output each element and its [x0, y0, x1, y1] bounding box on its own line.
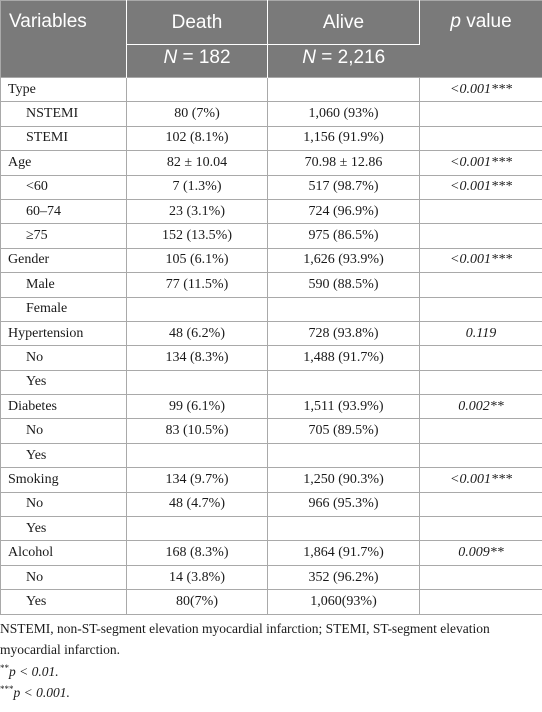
cell-death: 168 (8.3%) [127, 541, 268, 565]
cell-variable: Yes [1, 517, 127, 541]
cell-variable: STEMI [1, 126, 127, 150]
cell-alive [268, 517, 420, 541]
cell-p-value [420, 126, 542, 150]
cell-alive: 1,060(93%) [268, 590, 420, 614]
cell-p-value: 0.009** [420, 541, 542, 565]
cell-alive: 975 (86.5%) [268, 224, 420, 248]
cell-variable: No [1, 346, 127, 370]
cell-alive: 705 (89.5%) [268, 419, 420, 443]
cell-alive: 352 (96.2%) [268, 565, 420, 589]
footnote-p001 [0, 682, 542, 704]
header-alive: Alive [268, 1, 420, 45]
cell-death: 80 (7%) [127, 102, 268, 126]
cell-death: 83 (10.5%) [127, 419, 268, 443]
table-row [1, 78, 542, 102]
table-row [1, 248, 542, 272]
cell-variable: Yes [1, 443, 127, 467]
cell-p-value: <0.001*** [420, 248, 542, 272]
header-death-n-value: = 182 [177, 47, 231, 68]
cell-alive: 966 (95.3%) [268, 492, 420, 516]
cell-p-value: 0.002** [420, 395, 542, 419]
cell-alive: 517 (98.7%) [268, 175, 420, 199]
cell-alive: 70.98 ± 12.86 [268, 151, 420, 175]
cell-alive: 724 (96.9%) [268, 199, 420, 223]
cell-variable: Yes [1, 590, 127, 614]
cell-variable: Diabetes [1, 395, 127, 419]
cell-death: 48 (4.7%) [127, 492, 268, 516]
cell-variable: No [1, 492, 127, 516]
cell-alive: 1,060 (93%) [268, 102, 420, 126]
table-row [1, 419, 542, 443]
cell-death [127, 443, 268, 467]
cell-death [127, 370, 268, 394]
cell-variable: No [1, 419, 127, 443]
cell-p-value: <0.001*** [420, 175, 542, 199]
header-death-n [127, 45, 268, 78]
table-row [1, 102, 542, 126]
cell-variable: Type [1, 78, 127, 102]
header-death-n-label: N [163, 47, 178, 68]
table-row [1, 199, 542, 223]
cell-death: 77 (11.5%) [127, 273, 268, 297]
cell-alive: 590 (88.5%) [268, 273, 420, 297]
cell-variable: No [1, 565, 127, 589]
header-p-rest: value [460, 11, 512, 32]
table-footnotes [0, 615, 542, 704]
cell-alive: 1,156 (91.9%) [268, 126, 420, 150]
cell-alive: 1,250 (90.3%) [268, 468, 420, 492]
footnote-p01-text: p < 0.01. [9, 663, 59, 679]
header-alive-n-label: N [302, 47, 317, 68]
table-row [1, 517, 542, 541]
header-death: Death [127, 1, 268, 45]
cell-death: 134 (9.7%) [127, 468, 268, 492]
table-row [1, 443, 542, 467]
header-alive-n [268, 45, 420, 78]
cell-death: 152 (13.5%) [127, 224, 268, 248]
cell-p-value [420, 297, 542, 321]
table-header [1, 1, 542, 78]
cell-p-value [420, 370, 542, 394]
cell-p-value: 0.119 [420, 321, 542, 345]
cell-death [127, 78, 268, 102]
cell-p-value [420, 346, 542, 370]
cell-p-value [420, 443, 542, 467]
table-row [1, 175, 542, 199]
cell-alive [268, 78, 420, 102]
cell-alive [268, 370, 420, 394]
cell-alive: 1,864 (91.7%) [268, 541, 420, 565]
table-row [1, 541, 542, 565]
table-row [1, 468, 542, 492]
abbreviations-note: NSTEMI, non-ST-segment elevation myocardial infarction; STEMI, ST-segment elevation myocardial infarction. [0, 620, 490, 658]
cell-variable: Smoking [1, 468, 127, 492]
cell-p-value [420, 224, 542, 248]
cell-p-value [420, 419, 542, 443]
cell-death [127, 297, 268, 321]
table-row [1, 395, 542, 419]
cell-alive [268, 297, 420, 321]
cell-death: 102 (8.1%) [127, 126, 268, 150]
header-variables: Variables [1, 1, 127, 78]
footnote-p01-mark: ** [0, 662, 9, 673]
cell-alive [268, 443, 420, 467]
table-row [1, 590, 542, 614]
cell-alive: 1,511 (93.9%) [268, 395, 420, 419]
cell-p-value [420, 102, 542, 126]
cell-variable: Yes [1, 370, 127, 394]
cell-variable: ≥75 [1, 224, 127, 248]
cell-variable: <60 [1, 175, 127, 199]
table-row [1, 273, 542, 297]
cell-p-value: <0.001*** [420, 78, 542, 102]
header-p-letter: p [450, 11, 461, 32]
cell-death: 23 (3.1%) [127, 199, 268, 223]
header-alive-n-value: = 2,216 [316, 47, 386, 68]
cell-death [127, 517, 268, 541]
cell-variable: Age [1, 151, 127, 175]
cell-variable: 60–74 [1, 199, 127, 223]
table-row [1, 492, 542, 516]
cell-alive: 1,626 (93.9%) [268, 248, 420, 272]
cell-death: 7 (1.3%) [127, 175, 268, 199]
table-row [1, 370, 542, 394]
table-row [1, 224, 542, 248]
cell-p-value [420, 565, 542, 589]
cell-p-value: <0.001*** [420, 468, 542, 492]
table-row [1, 151, 542, 175]
cell-death: 48 (6.2%) [127, 321, 268, 345]
cell-p-value [420, 517, 542, 541]
cell-death: 134 (8.3%) [127, 346, 268, 370]
footnote-p01 [0, 661, 542, 683]
footnote-p001-text: p < 0.001. [13, 685, 70, 701]
cell-variable: Male [1, 273, 127, 297]
cell-p-value: <0.001*** [420, 151, 542, 175]
cell-death: 14 (3.8%) [127, 565, 268, 589]
cell-death: 105 (6.1%) [127, 248, 268, 272]
table-row [1, 346, 542, 370]
table-body [1, 78, 542, 615]
footnote-p001-mark: *** [0, 684, 14, 695]
cell-death: 82 ± 10.04 [127, 151, 268, 175]
cell-variable: Alcohol [1, 541, 127, 565]
cell-alive: 728 (93.8%) [268, 321, 420, 345]
cell-p-value [420, 273, 542, 297]
table-row [1, 126, 542, 150]
cell-p-value [420, 199, 542, 223]
header-p-value [420, 1, 542, 78]
cell-variable: NSTEMI [1, 102, 127, 126]
table-row [1, 297, 542, 321]
cell-death: 80(7%) [127, 590, 268, 614]
cell-p-value [420, 492, 542, 516]
cell-variable: Female [1, 297, 127, 321]
table-row [1, 565, 542, 589]
table-row [1, 321, 542, 345]
cell-variable: Hypertension [1, 321, 127, 345]
cell-variable: Gender [1, 248, 127, 272]
cell-alive: 1,488 (91.7%) [268, 346, 420, 370]
cell-death: 99 (6.1%) [127, 395, 268, 419]
cell-p-value [420, 590, 542, 614]
